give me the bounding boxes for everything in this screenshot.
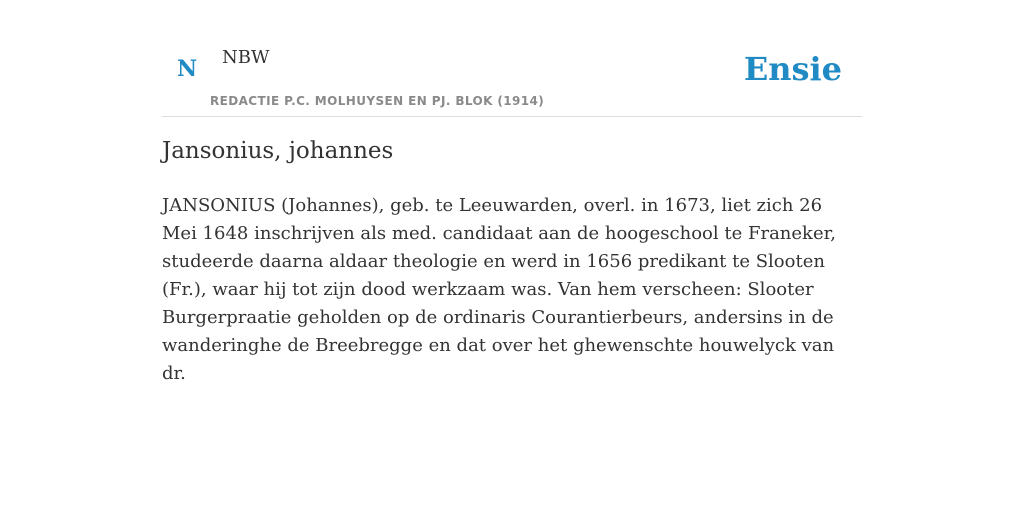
source-logo[interactable]: N xyxy=(177,56,198,82)
source-abbreviation[interactable]: NBW xyxy=(222,47,270,68)
source-editors: REDACTIE P.C. MOLHUYSEN EN PJ. BLOK (1914) xyxy=(210,94,545,108)
article-title: Jansonius, johannes xyxy=(162,138,394,164)
article-body: JANSONIUS (Johannes), geb. te Leeuwarden, overl. in 1673, liet zich 26 Mei 1648 inschrijven als med. candidaat aan de hoogeschool te Franeker, studeerde daarna aldaar theologie en werd in 1656 predikant te Slooten (Fr.), waar hij tot zijn dood werkzaam was. Van hem verscheen: Slooter Burgerpraatie geholden op de ordinaris Courantierbeurs, andersins in de wanderinghe de Breebregge en dat over het ghewenschte houwelyck van dr. xyxy=(162,195,836,384)
source-header xyxy=(162,36,862,117)
brand-logo[interactable]: Ensie xyxy=(743,50,842,88)
